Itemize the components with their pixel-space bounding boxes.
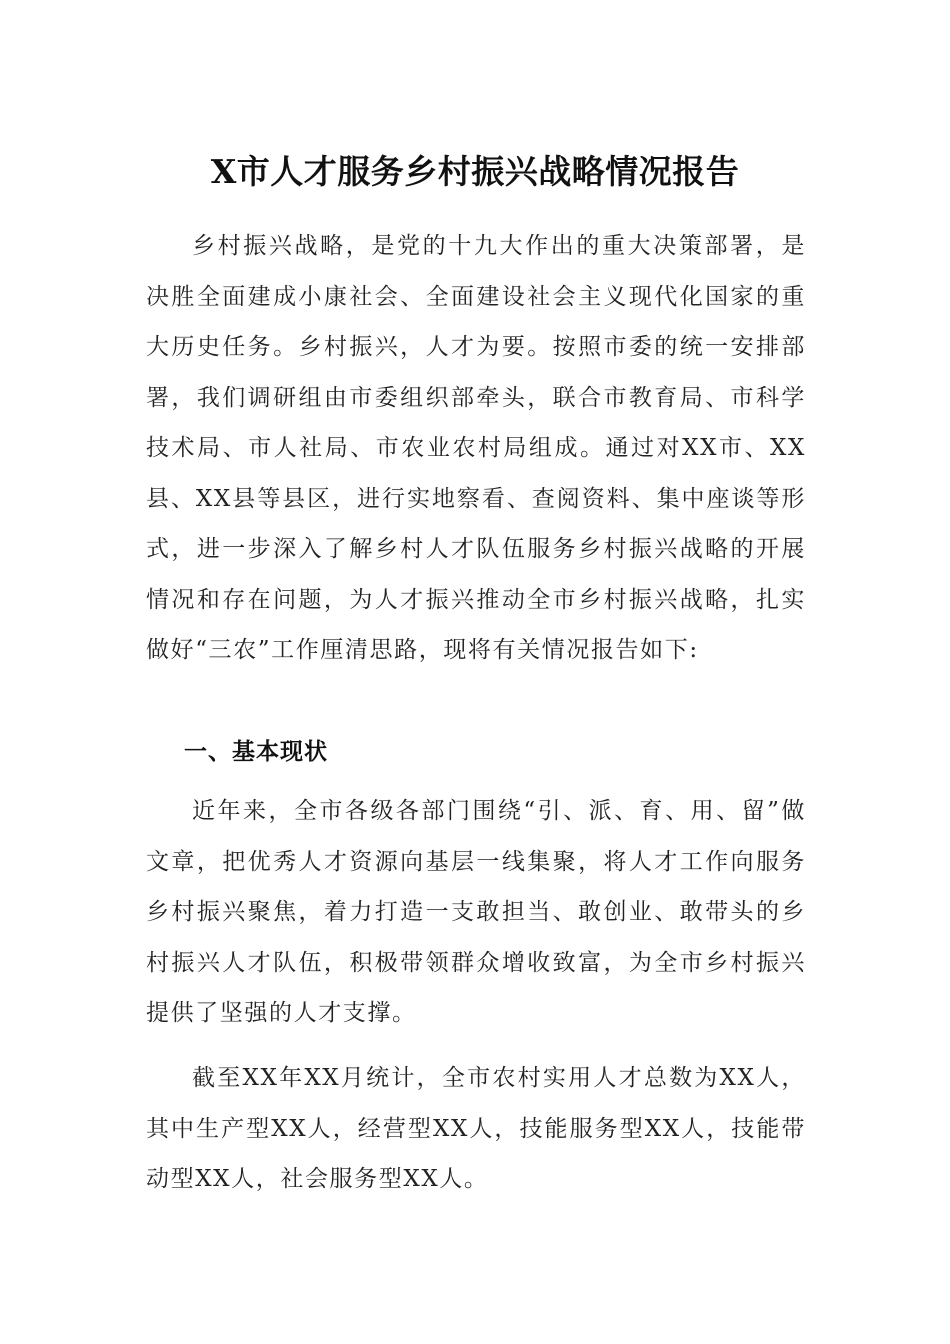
section1-paragraph-1: 近年来，全市各级各部门围绕“引、派、育、用、留”做文章，把优秀人才资源向基层一线集聚，将人才工作向服务乡村振兴聚焦，着力打造一支敢担当、敢创业、敢带头的乡村振兴人才队伍，积极带领群众增收致富，为全市乡村振兴提供了坚强的人才支撑。 xyxy=(146,798,806,1026)
section-heading-basic-status: 一、基本现状 xyxy=(184,739,328,766)
intro-paragraph: 乡村振兴战略，是党的十九大作出的重大决策部署，是决胜全面建成小康社会、全面建设社会主义现代化国家的重大历史任务。乡村振兴，人才为要。按照市委的统一安排部署，我们调研组由市委组织部牵头，联合市教育局、市科学技术局、市人社局、市农业农村局组成。通过对XX市、XX县、XX县等县区，进行实地察看、查阅资料、集中座谈等形式，进一步深入了解乡村人才队伍服务乡村振兴战略的开展情况和存在问题，为人才振兴推动全市乡村振兴战略，扎实做好“三农”工作厘清思路，现将有关情况报告如下: xyxy=(146,233,806,663)
document-title: X市人才服务乡村振兴战略情况报告 xyxy=(210,152,740,192)
section1-paragraph-2: 截至XX年XX月统计，全市农村实用人才总数为XX人，其中生产型XX人，经营型XX人，技能服务型XX人，技能带动型XX人，社会服务型XX人。 xyxy=(146,1065,806,1192)
